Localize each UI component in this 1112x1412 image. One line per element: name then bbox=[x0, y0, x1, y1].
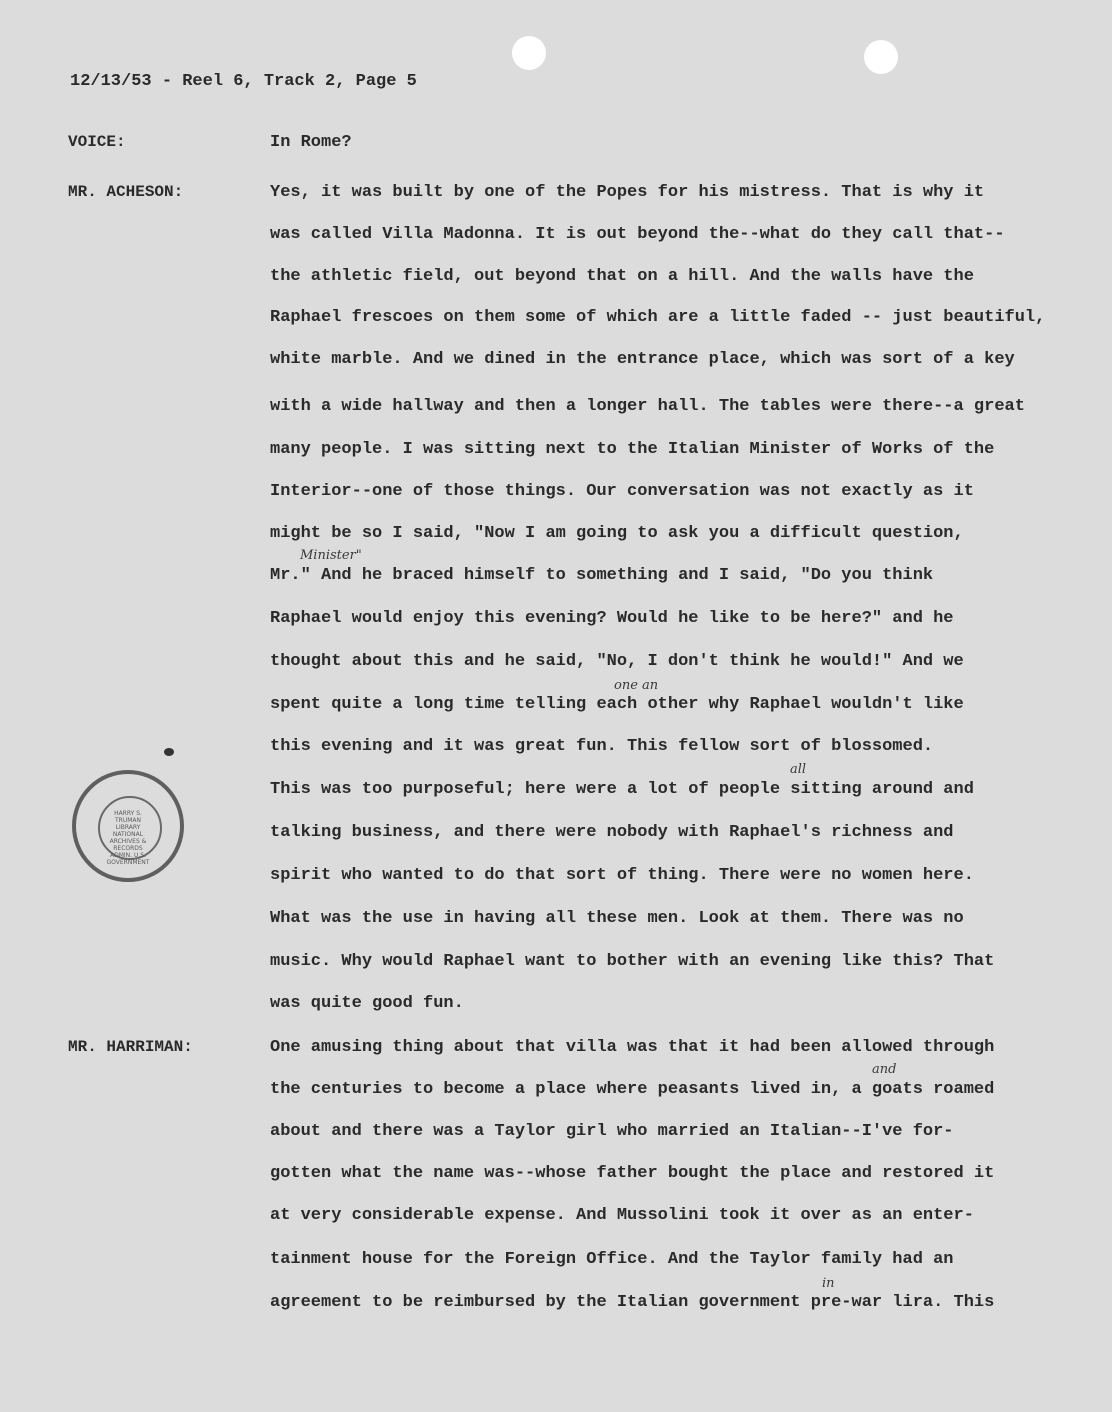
speaker-voice: VOICE: bbox=[68, 133, 126, 151]
transcript-line: Mr." And he braced himself to something and I said, "Do you think bbox=[270, 566, 934, 585]
page-header: 12/13/53 - Reel 6, Track 2, Page 5 bbox=[70, 72, 417, 91]
transcript-line: many people. I was sitting next to the Italian Minister of Works of the bbox=[270, 440, 995, 459]
transcript-line: spent quite a long time telling each other why Raphael wouldn't like bbox=[270, 695, 964, 714]
transcript-line: What was the use in having all these men. Look at them. There was no bbox=[270, 909, 964, 928]
handwritten-annotation: all bbox=[790, 762, 807, 777]
transcript-line: at very considerable expense. And Mussolini took it over as an enter- bbox=[270, 1206, 974, 1225]
transcript-line: Interior--one of those things. Our conversation was not exactly as it bbox=[270, 482, 974, 501]
transcript-line: with a wide hallway and then a longer hall. The tables were there--a great bbox=[270, 397, 1025, 416]
transcript-line: about and there was a Taylor girl who married an Italian--I've for- bbox=[270, 1122, 954, 1141]
transcript-line: music. Why would Raphael want to bother with an evening like this? That bbox=[270, 952, 995, 971]
transcript-line: was quite good fun. bbox=[270, 994, 464, 1013]
transcript-line: Raphael frescoes on them some of which are a little faded -- just beautiful, bbox=[270, 308, 1046, 327]
handwritten-annotation: in bbox=[822, 1276, 835, 1291]
transcript-line: was called Villa Madonna. It is out beyond the--what do they call that-- bbox=[270, 225, 1005, 244]
ink-spot bbox=[164, 748, 174, 756]
transcript-line: This was too purposeful; here were a lot of people sitting around and bbox=[270, 780, 974, 799]
transcript-line: talking business, and there were nobody with Raphael's richness and bbox=[270, 823, 954, 842]
transcript-line: In Rome? bbox=[270, 133, 352, 152]
punch-hole bbox=[512, 36, 546, 70]
handwritten-annotation: and bbox=[872, 1062, 897, 1077]
transcript-line: this evening and it was great fun. This fellow sort of blossomed. bbox=[270, 737, 934, 756]
transcript-line: spirit who wanted to do that sort of thing. There were no women here. bbox=[270, 866, 974, 885]
punch-hole bbox=[864, 40, 898, 74]
handwritten-annotation: one an bbox=[614, 678, 659, 693]
speaker-harriman: MR. HARRIMAN: bbox=[68, 1038, 193, 1056]
handwritten-annotation: Minister" bbox=[300, 548, 362, 563]
transcript-line: gotten what the name was--whose father bought the place and restored it bbox=[270, 1164, 995, 1183]
transcript-line: Yes, it was built by one of the Popes for his mistress. That is why it bbox=[270, 183, 985, 202]
transcript-line: One amusing thing about that villa was that it had been allowed through bbox=[270, 1038, 995, 1057]
transcript-line: tainment house for the Foreign Office. And the Taylor family had an bbox=[270, 1250, 954, 1269]
transcript-line: Raphael would enjoy this evening? Would he like to be here?" and he bbox=[270, 609, 954, 628]
stamp-text: HARRY S. TRUMAN LIBRARY NATIONAL ARCHIVES & RECORDS ADMIN. U.S. GOVERNMENT bbox=[106, 810, 150, 866]
transcript-line: agreement to be reimbursed by the Italian government pre-war lira. This bbox=[270, 1293, 995, 1312]
archive-stamp bbox=[72, 770, 184, 882]
speaker-acheson: MR. ACHESON: bbox=[68, 183, 184, 201]
transcript-line: thought about this and he said, "No, I don't think he would!" And we bbox=[270, 652, 964, 671]
transcript-line: white marble. And we dined in the entrance place, which was sort of a key bbox=[270, 350, 1015, 369]
transcript-line: the centuries to become a place where peasants lived in, a goats roamed bbox=[270, 1080, 995, 1099]
transcript-line: might be so I said, "Now I am going to ask you a difficult question, bbox=[270, 524, 964, 543]
transcript-line: the athletic field, out beyond that on a hill. And the walls have the bbox=[270, 267, 974, 286]
